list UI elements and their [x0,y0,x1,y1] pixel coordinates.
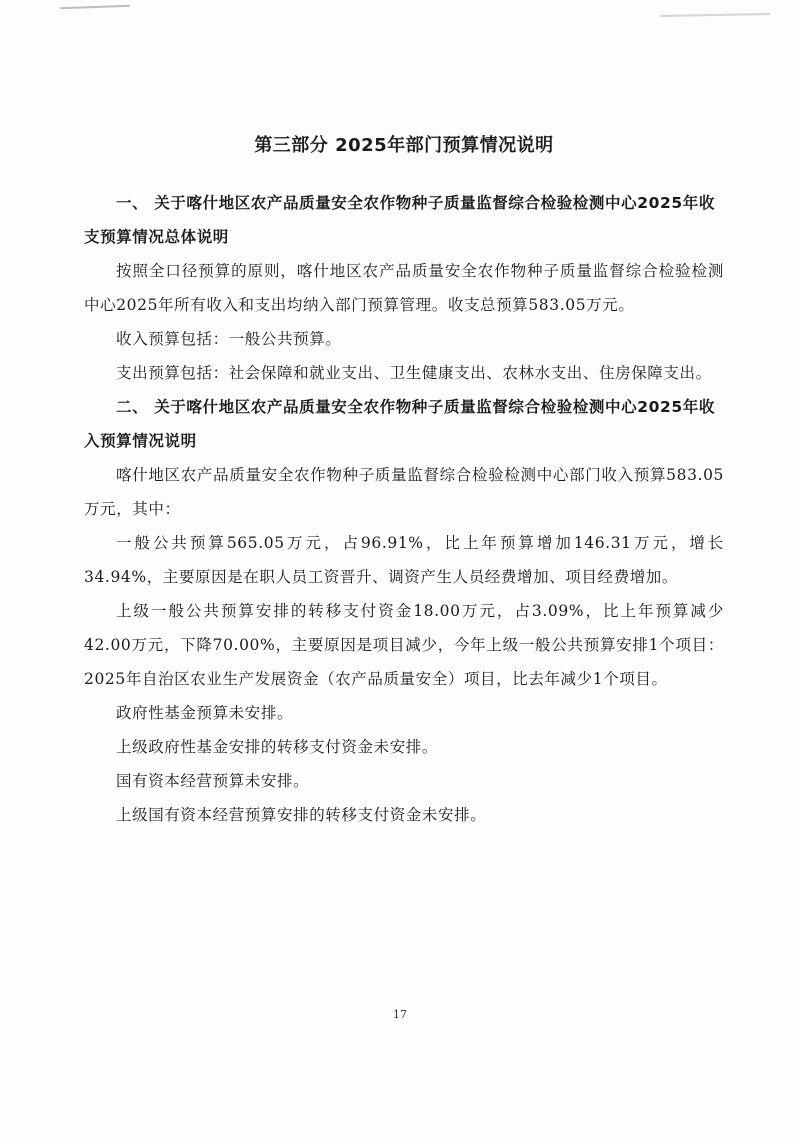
paragraph: 收入预算包括：一般公共预算。 [116,330,342,348]
section-1 [84,186,724,390]
paragraph: 国有资本经营预算未安排。 [116,772,310,790]
page-title: 第三部分 2025年部门预算情况说明 [254,135,554,156]
paragraph: 上级一般公共预算安排的转移支付资金18.00万元，占3.09%，比上年预算减少42.00万元，下降70.00%，主要原因是项目减少，今年上级一般公共预算安排1个项目：2025年自治区农业生产发展资金（农产品质量安全）项目，比去年减少1个项目。 [84,602,724,688]
paragraph: 按照全口径预算的原则，喀什地区农产品质量安全农作物种子质量监督综合检验检测中心2025年所有收入和支出均纳入部门预算管理。收支总预算583.05万元。 [84,262,724,314]
scan-artifact [660,13,770,17]
section-2 [84,390,724,832]
paragraph: 支出预算包括：社会保障和就业支出、卫生健康支出、农林水支出、住房保障支出。 [116,364,712,382]
paragraph: 政府性基金预算未安排。 [116,704,294,722]
paragraph: 上级国有资本经营预算安排的转移支付资金未安排。 [116,806,487,824]
scan-artifact [60,5,130,9]
section-heading: 一、 关于喀什地区农产品质量安全农作物种子质量监督综合检验检测中心2025年收支预算情况总体说明 [84,194,715,246]
page-number: 17 [393,1008,407,1021]
paragraph: 一般公共预算565.05万元，占96.91%，比上年预算增加146.31万元，增长34.94%，主要原因是在职人员工资晋升、调资产生人员经费增加、项目经费增加。 [84,534,724,586]
paragraph: 喀什地区农产品质量安全农作物种子质量监督综合检验检测中心部门收入预算583.05万元，其中： [84,466,724,518]
paragraph: 上级政府性基金安排的转移支付资金未安排。 [116,738,439,756]
section-heading: 二、 关于喀什地区农产品质量安全农作物种子质量监督综合检验检测中心2025年收入预算情况说明 [84,398,715,450]
document-body [84,132,724,832]
